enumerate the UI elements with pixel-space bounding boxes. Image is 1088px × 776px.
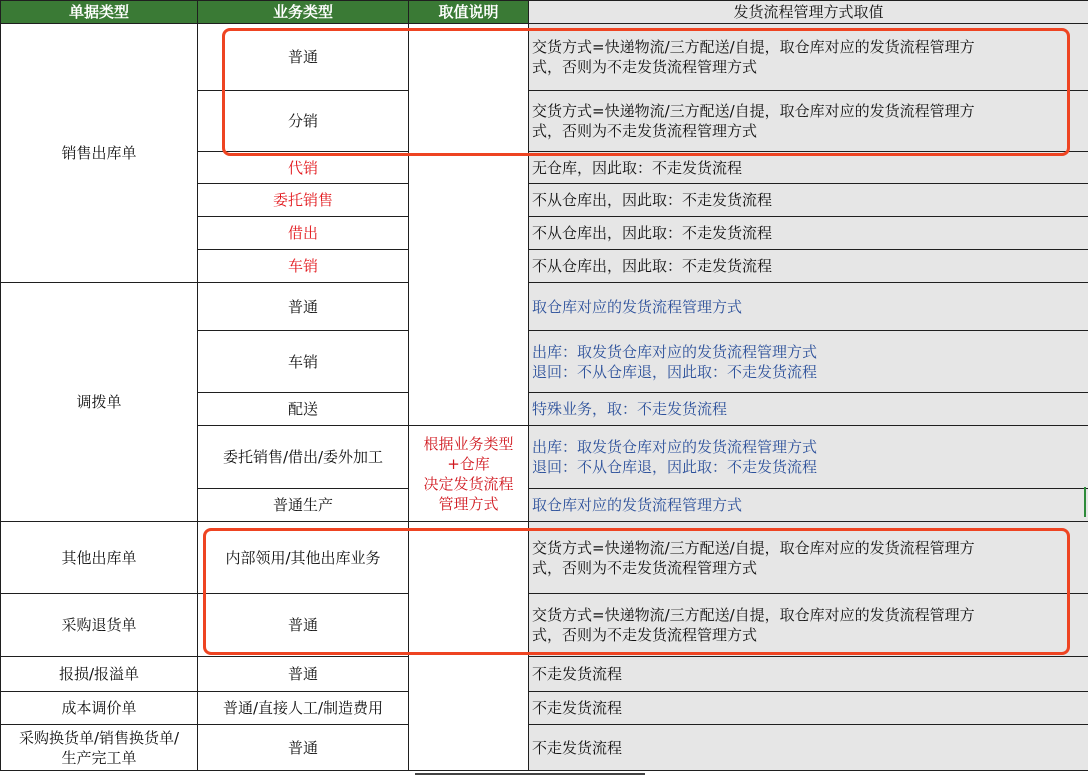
biz-cell: 普通	[198, 657, 409, 692]
value-cell: 不走发货流程	[529, 657, 1088, 692]
value-cell: 不从仓库出，因此取：不走发货流程	[529, 184, 1088, 217]
cell-cursor-mark	[1084, 487, 1086, 517]
table-row	[1, 594, 1088, 657]
value-cell: 不从仓库出，因此取：不走发货流程	[529, 217, 1088, 250]
biz-cell: 分销	[198, 91, 409, 152]
header-doc-type: 单据类型	[1, 1, 198, 24]
value-cell: 特殊业务，取：不走发货流程	[529, 393, 1088, 426]
biz-cell: 借出	[198, 217, 409, 250]
biz-cell: 普通生产	[198, 489, 409, 522]
biz-cell: 委托销售	[198, 184, 409, 217]
doc-transfer: 调拨单	[1, 283, 198, 522]
value-cell: 交货方式=快递物流/三方配送/自提，取仓库对应的发货流程管理方 式，否则为不走发货流程管理方式	[529, 91, 1088, 152]
header-biz-type: 业务类型	[198, 1, 409, 24]
doc-sales-out: 销售出库单	[1, 24, 198, 283]
doc-purchase-return: 采购退货单	[1, 594, 198, 657]
doc-cost: 成本调价单	[1, 692, 198, 725]
desc-main: 根据业务类型 +仓库 决定发货流程 管理方式	[409, 426, 529, 522]
biz-cell: 普通	[198, 24, 409, 91]
biz-cell: 普通	[198, 725, 409, 771]
value-cell: 不走发货流程	[529, 725, 1088, 771]
table-row	[1, 657, 1088, 692]
desc-empty-bottom	[409, 522, 529, 771]
header-value: 发货流程管理方式取值	[529, 1, 1088, 24]
doc-loss: 报损/报溢单	[1, 657, 198, 692]
biz-cell: 内部领用/其他出库业务	[198, 522, 409, 594]
biz-cell: 委托销售/借出/委外加工	[198, 426, 409, 489]
value-cell: 不从仓库出，因此取：不走发货流程	[529, 250, 1088, 283]
value-cell: 交货方式=快递物流/三方配送/自提，取仓库对应的发货流程管理方 式，否则为不走发货流程管理方式	[529, 24, 1088, 91]
table-row	[1, 692, 1088, 725]
biz-cell: 普通	[198, 283, 409, 331]
value-cell: 出库：取发货仓库对应的发货流程管理方式 退回：不从仓库退，因此取：不走发货流程	[529, 331, 1088, 393]
table-row	[1, 725, 1088, 771]
value-cell: 取仓库对应的发货流程管理方式	[529, 489, 1088, 522]
biz-cell: 代销	[198, 152, 409, 184]
table-row	[1, 522, 1088, 594]
doc-other-out: 其他出库单	[1, 522, 198, 594]
biz-cell: 普通	[198, 594, 409, 657]
scroll-divider	[415, 773, 645, 775]
table-row	[1, 24, 1088, 91]
value-cell: 出库：取发货仓库对应的发货流程管理方式 退回：不从仓库退，因此取：不走发货流程	[529, 426, 1088, 489]
biz-cell: 配送	[198, 393, 409, 426]
value-cell: 无仓库，因此取：不走发货流程	[529, 152, 1088, 184]
header-row	[1, 1, 1088, 24]
biz-cell: 普通/直接人工/制造费用	[198, 692, 409, 725]
value-cell: 取仓库对应的发货流程管理方式	[529, 283, 1088, 331]
biz-cell: 车销	[198, 250, 409, 283]
value-cell: 交货方式=快递物流/三方配送/自提，取仓库对应的发货流程管理方 式，否则为不走发货流程管理方式	[529, 594, 1088, 657]
table-row	[1, 283, 1088, 331]
doc-exchange: 采购换货单/销售换货单/ 生产完工单	[1, 725, 198, 771]
value-cell: 交货方式=快递物流/三方配送/自提，取仓库对应的发货流程管理方 式，否则为不走发货流程管理方式	[529, 522, 1088, 594]
header-description: 取值说明	[409, 1, 529, 24]
desc-empty-top	[409, 24, 529, 426]
value-cell: 不走发货流程	[529, 692, 1088, 725]
biz-cell: 车销	[198, 331, 409, 393]
